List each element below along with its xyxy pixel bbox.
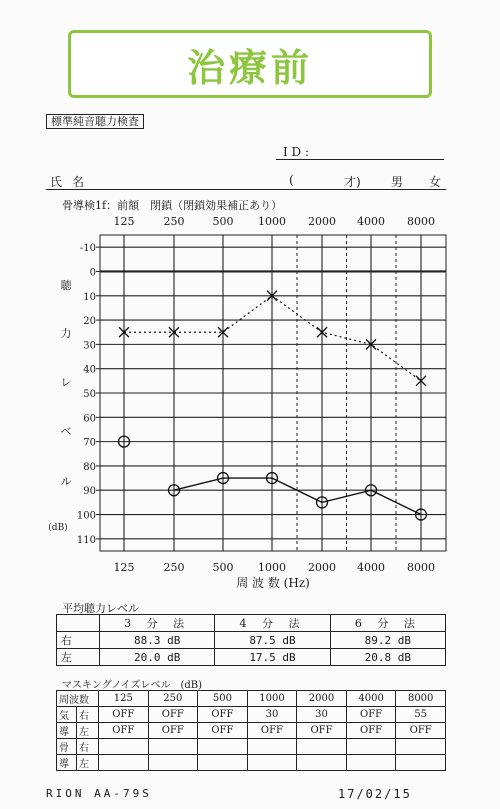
masking-group-label: 骨 (57, 739, 77, 755)
masking-cell (247, 739, 297, 755)
masking-cell (346, 739, 396, 755)
masking-title: マスキングノイズレベル (dB) (62, 680, 203, 691)
average-value: 88.3 dB (100, 632, 215, 649)
average-row-label: 右 (57, 632, 100, 649)
masking-side-label: 右 (77, 707, 99, 723)
name-label: 氏名 (50, 175, 95, 189)
masking-cell (396, 755, 446, 771)
average-value: 87.5 dB (215, 632, 330, 649)
average-header-6: 6 分 法 (330, 615, 445, 632)
masking-cell (247, 755, 297, 771)
masking-cell (346, 755, 396, 771)
masking-cell (396, 739, 446, 755)
y-tick-label: 30 (83, 340, 96, 352)
masking-cell: OFF (346, 707, 396, 723)
masking-side-label: 左 (77, 723, 99, 739)
masking-side-label: 右 (77, 739, 99, 755)
average-value: 89.2 dB (330, 632, 445, 649)
masking-cell: OFF (297, 723, 347, 739)
masking-freq: 8000 (396, 691, 446, 707)
x-tick-label-top: 250 (163, 215, 185, 228)
masking-freq: 500 (198, 691, 248, 707)
masking-freq: 1000 (247, 691, 297, 707)
average-header-3: 3 分 法 (100, 615, 215, 632)
average-level-corner (57, 615, 100, 632)
masking-freq: 250 (148, 691, 198, 707)
x-tick-label-top: 125 (113, 215, 135, 228)
average-level-row-right (57, 632, 446, 649)
masking-cell (148, 755, 198, 771)
y-tick-label: 110 (76, 534, 96, 546)
masking-row-bone-right (57, 739, 446, 755)
masking-cell (148, 739, 198, 755)
average-value: 20.0 dB (100, 649, 215, 666)
masking-cell: OFF (99, 723, 149, 739)
masking-cell: OFF (198, 723, 248, 739)
x-tick-label-bottom: 4000 (357, 561, 385, 574)
female-label: 女 (429, 175, 442, 189)
form-title: 標準純音聴力検査 (46, 114, 144, 129)
id-label: I D : (283, 145, 310, 159)
y-tick-label: 80 (83, 461, 96, 473)
y-tick-label: 50 (83, 389, 96, 400)
y-axis-label-char: 聴 (60, 279, 72, 292)
masking-cell (297, 739, 347, 755)
x-tick-label-top: 4000 (357, 215, 385, 228)
masking-cell (198, 739, 248, 755)
male-label: 男 (391, 175, 404, 189)
masking-cell: OFF (99, 707, 149, 723)
masking-cell: 55 (396, 707, 446, 723)
average-header-4: 4 分 法 (215, 615, 330, 632)
masking-cell: 30 (297, 707, 347, 723)
y-tick-label: 60 (83, 413, 96, 425)
y-axis-label-char: ル (60, 475, 72, 488)
masking-table (56, 690, 446, 771)
y-tick-label: 20 (83, 316, 96, 328)
masking-header-row (57, 691, 446, 707)
masking-cell (198, 755, 248, 771)
test-date: 17/02/15 (338, 787, 412, 801)
masking-freq: 125 (99, 691, 149, 707)
x-tick-label-bottom: 8000 (407, 561, 435, 574)
masking-freq: 4000 (346, 691, 396, 707)
y-tick-label: -10 (79, 243, 96, 255)
age-label: 才) (344, 175, 361, 189)
average-level-title: 平均聴力レベル (62, 602, 139, 615)
masking-group-label: 導 (57, 723, 77, 739)
x-axis-title: 周 波 数 (Hz) (236, 576, 310, 590)
average-value: 20.8 dB (330, 649, 445, 666)
masking-cell: OFF (148, 707, 198, 723)
x-tick-label-bottom: 500 (212, 561, 234, 574)
x-tick-label-top: 2000 (308, 215, 336, 228)
masking-row-air-right (57, 707, 446, 723)
x-tick-label-bottom: 250 (163, 561, 185, 574)
y-axis-label-char: ベ (60, 425, 72, 438)
y-axis-label-char: レ (60, 376, 72, 389)
average-row-label: 左 (57, 649, 100, 666)
y-tick-label: 100 (76, 510, 96, 522)
age-paren: ( (289, 173, 294, 187)
x-tick-label-bottom: 125 (113, 561, 135, 574)
masking-group-label: 導 (57, 755, 77, 771)
masking-freq: 2000 (297, 691, 347, 707)
y-tick-label: 40 (83, 364, 96, 376)
masking-cell: OFF (198, 707, 248, 723)
device-model: RION AA-79S (46, 787, 152, 800)
x-tick-label-top: 500 (212, 215, 234, 228)
masking-side-label: 左 (77, 755, 99, 771)
y-tick-label: 10 (83, 291, 96, 303)
average-level-header-row (57, 615, 446, 632)
masking-cell: OFF (247, 723, 297, 739)
x-tick-label-top: 1000 (258, 215, 286, 228)
average-level-table (56, 614, 446, 666)
masking-cell (297, 755, 347, 771)
masking-cell: OFF (148, 723, 198, 739)
y-tick-label: 0 (89, 267, 96, 279)
masking-row-bone-left (57, 755, 446, 771)
x-tick-label-bottom: 2000 (308, 561, 336, 574)
average-level-row-left (57, 649, 446, 666)
masking-cell (99, 739, 149, 755)
masking-cell: 30 (247, 707, 297, 723)
x-tick-label-top: 8000 (407, 215, 435, 228)
y-axis-unit: (dB) (48, 523, 68, 533)
masking-group-label: 気 (57, 707, 77, 723)
masking-row-air-left (57, 723, 446, 739)
masking-header-label: 周波数 (57, 691, 99, 707)
page-title: 治療前 (186, 45, 313, 90)
y-axis-label-char: 力 (60, 327, 72, 340)
masking-cell (99, 755, 149, 771)
y-tick-label: 70 (83, 437, 96, 449)
y-tick-label: 90 (83, 486, 96, 498)
masking-cell: OFF (346, 723, 396, 739)
x-tick-label-bottom: 1000 (258, 561, 286, 574)
bone-conduction-note: 骨導検1f：前額 閉鎖（閉鎖効果補正あり） (62, 199, 283, 212)
masking-cell: OFF (396, 723, 446, 739)
average-value: 17.5 dB (215, 649, 330, 666)
